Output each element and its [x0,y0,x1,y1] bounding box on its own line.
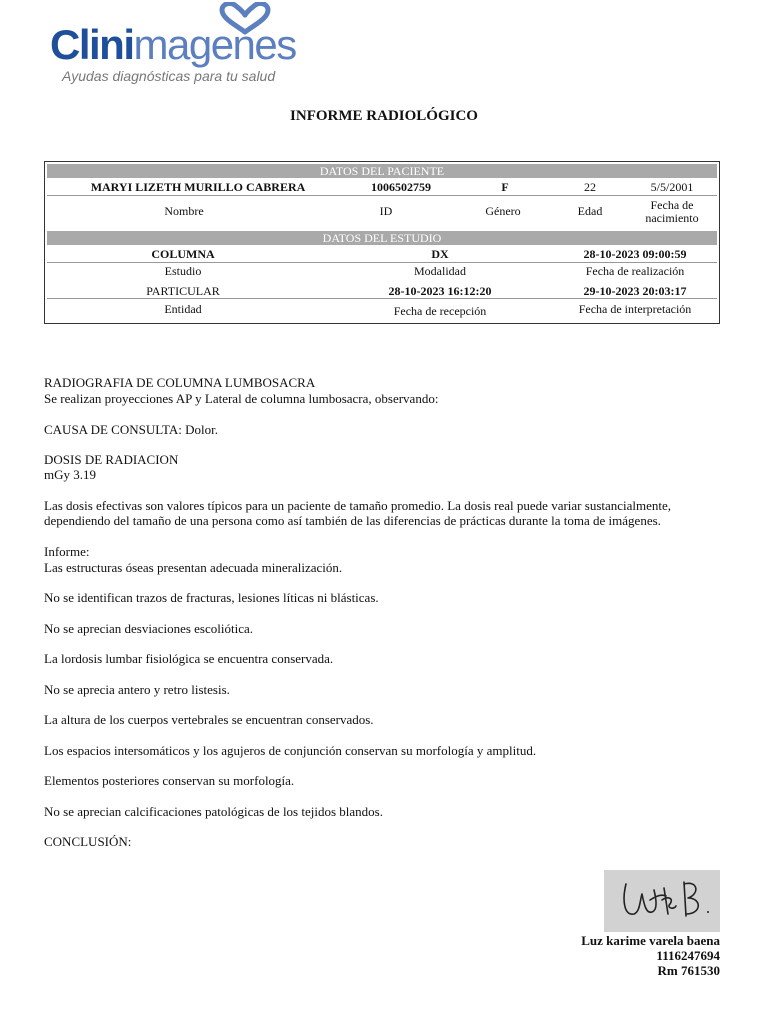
patient-section-header: DATOS DEL PACIENTE [47,164,717,178]
label-dob: Fecha de nacimiento [645,198,699,225]
finding-item: La lordosis lumbar fisiológica se encuentra conservada. [44,651,334,666]
label-performed: Fecha de realización [585,264,685,278]
report-heading: RADIOGRAFIA DE COLUMNA LUMBOSACRA [44,375,316,390]
table-divider [47,298,717,299]
study-received-date: 28-10-2023 16:12:20 [388,284,492,298]
finding-item: Las estructuras óseas presentan adecuada mineralización. [44,560,343,575]
label-age: Edad [577,204,603,218]
study-interpreted-date: 29-10-2023 20:03:17 [583,284,687,298]
label-name: Nombre [164,204,204,218]
label-gender: Género [485,204,521,218]
study-modality: DX [431,247,449,261]
conclusion-label: CONCLUSIÓN: [44,834,132,849]
patient-study-table [44,161,720,324]
dose-note: Las dosis efectivas son valores típicos para un paciente de tamaño promedio. La dosis real puede variar sustancialmente, dependiendo del tamaño de una persona como así también de las diferencias de prácticas durante la toma de imágenes. [44,498,672,528]
signer-id: 1116247694 [656,948,720,963]
finding-item: No se aprecian desviaciones escoliótica. [44,621,253,636]
clinimagenes-logo [50,2,300,86]
label-modality: Modalidad [414,264,466,278]
logo-tagline: Ayudas diagnósticas para tu salud [62,68,276,84]
dose-title: DOSIS DE RADIACION [44,452,179,467]
signer-rm: Rm 761530 [657,963,720,978]
patient-dob: 5/5/2001 [650,180,694,194]
finding-item: No se identifican trazos de fracturas, lesiones líticas ni blásticas. [44,590,379,605]
study-performed-date: 28-10-2023 09:00:59 [583,247,687,261]
dose-value: mGy 3.19 [44,467,96,482]
table-divider [47,262,717,263]
label-entity: Entidad [164,302,202,316]
finding-item: No se aprecia antero y retro listesis. [44,682,230,697]
finding-item: La altura de los cuerpos vertebrales se encuentran conservados. [44,712,374,727]
label-study: Estudio [164,264,202,278]
report-title: INFORME RADIOLÓGICO [290,108,478,124]
label-received: Fecha de recepción [393,304,487,318]
consultation-cause: CAUSA DE CONSULTA: Dolor. [44,422,219,437]
informe-label: Informe: [44,544,90,559]
study-section-header: DATOS DEL ESTUDIO [47,231,717,245]
label-interpreted: Fecha de interpretación [578,302,692,316]
finding-item: No se aprecian calcificaciones patológicas de los tejidos blandos. [44,804,383,819]
patient-age: 22 [584,180,596,194]
table-divider [47,195,717,196]
label-id: ID [379,204,393,218]
study-name: COLUMNA [151,247,215,261]
handwritten-signature-icon [604,870,720,932]
finding-item: Elementos posteriores conservan su morfología. [44,773,295,788]
patient-id: 1006502759 [371,180,431,194]
signer-name: Luz karime varela baena [581,933,720,948]
finding-item: Los espacios intersomáticos y los agujeros de conjunción conservan su morfología y amplitud. [44,743,537,758]
report-intro: Se realizan proyecciones AP y Lateral de columna lumbosacra, observando: [44,391,439,406]
study-entity: PARTICULAR [146,284,220,298]
signature-image [604,870,720,932]
patient-name: MARYI LIZETH MURILLO CABRERA [90,180,306,194]
patient-gender: F [501,180,509,194]
logo-wordmark: Clinimagenes [50,21,296,68]
